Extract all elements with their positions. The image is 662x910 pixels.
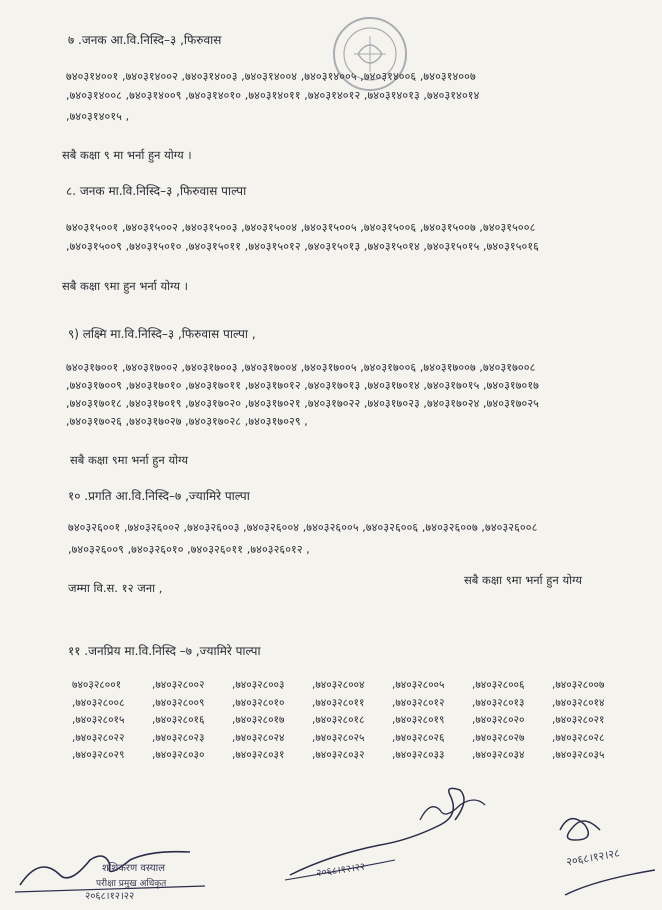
section-11-heading: ११ .जनप्रिय मा.वि.निस्दि –७ ,ज्यामिरे पाल्पा xyxy=(68,644,261,658)
roll-number-cell: ,७४०३२८०१४ xyxy=(552,696,605,709)
roll-number-cell: ,७४०३२८०१० xyxy=(232,696,285,709)
roll-number-cell: ,७४०३२८०२७ xyxy=(472,731,525,744)
signatory-name: शशिकरण वस्याल xyxy=(102,863,165,874)
section-8-line-1: ७४०३१५००१ ,७४०३१५००२ ,७४०३१५००३ ,७४०३१५००४ ,७४०३१५००५ ,७४०३१५००६ ,७४०३१५००७ ,७४०३१५००८ xyxy=(66,221,536,234)
roll-number-cell: ,७४०३२८०१७ xyxy=(232,714,285,727)
signatory-title: परीक्षा प्रमुख अधिकृत xyxy=(96,879,167,889)
table-row xyxy=(72,713,632,731)
section-10-total: जम्मा वि.स. १२ जना , xyxy=(68,581,163,595)
signature-date-middle: २०६८।१२।२२ xyxy=(315,861,366,880)
signature-date-right: २०६८।१२।२८ xyxy=(565,846,621,869)
section-9-note: सबै कक्षा ९मा भर्ना हुन योग्य xyxy=(70,453,188,467)
roll-number-cell: ,७४०३२८०२० xyxy=(472,714,525,727)
section-7-heading: ७ .जनक आ.वि.निस्दि–३ ,फिरुवास xyxy=(68,33,222,47)
section-7-line-1: ७४०३१४००१ ,७४०३१४००२ ,७४०३१४००३ ,७४०३१४००४ ,७४०३१४००५ ,७४०३१४००६ ,७४०३१४००७ xyxy=(66,70,476,83)
section-9-line-4: ,७४०३१७०२६ ,७४०३१७०२७ ,७४०३१७०२८ ,७४०३१७०२९ , xyxy=(66,415,308,428)
section-8-line-2: ,७४०३१५००९ ,७४०३१५०१० ,७४०३१५०११ ,७४०३१५०१२ ,७४०३१५०१३ ,७४०३१५०१४ ,७४०३१५०१५ ,७४०३१५०१६ xyxy=(66,240,539,253)
roll-number-cell: ,७४०३२८००६ xyxy=(472,679,525,691)
roll-number-cell: ,७४०३२८०३४ xyxy=(472,749,525,762)
roll-number-cell: ,७४०३२८०१३ xyxy=(472,696,525,709)
roll-number-cell: ,७४०३२८०१२ xyxy=(392,696,445,709)
signature-middle xyxy=(280,780,510,894)
roll-number-cell: ,७४०३२८०२८ xyxy=(552,731,605,744)
section-10-line-2: ,७४०३२६००९ ,७४०३२६०१० ,७४०३२६०११ ,७४०३२६०१२ , xyxy=(68,543,310,556)
roll-number-cell: ,७४०३२८०२१ xyxy=(552,714,605,727)
roll-number-cell: ,७४०३२८०३२ xyxy=(312,749,365,762)
signature-left xyxy=(10,840,210,904)
table-row xyxy=(72,696,632,714)
roll-number-cell: ,७४०३२८०३३ xyxy=(392,749,445,762)
table-row xyxy=(72,731,632,749)
section-8-heading: ८. जनक मा.वि.निस्दि–३ ,फिरुवास पाल्पा xyxy=(66,184,247,198)
roll-number-cell: ७४०३२८००१ xyxy=(72,679,122,691)
roll-number-cell: ,७४०३२८००३ xyxy=(232,679,285,691)
section-8-note: सबै कक्षा ९मा हुन भर्ना योग्य । xyxy=(62,279,189,293)
section-9-heading: ९) लक्ष्मि मा.वि.निस्दि–३ ,फिरुवास पाल्पा , xyxy=(68,327,256,341)
table-row xyxy=(72,748,632,766)
roll-number-cell: ,७४०३२८०१८ xyxy=(312,714,365,727)
roll-number-cell: ,७४०३२८०१६ xyxy=(152,714,205,727)
section-7-line-3: ,७४०३१४०१५ , xyxy=(66,110,130,123)
roll-number-cell: ,७४०३२८००७ xyxy=(552,679,605,691)
roll-number-cell: ,७४०३२८०२४ xyxy=(232,731,285,744)
roll-number-cell: ,७४०३२८०२९ xyxy=(72,749,125,762)
roll-number-cell: ,७४०३२८०२२ xyxy=(72,731,125,744)
signature-date-left: २०६८।१२।२२ xyxy=(85,891,135,902)
section-10-line-1: ७४०३२६००१ ,७४०३२६००२ ,७४०३२६००३ ,७४०३२६००४ ,७४०३२६००५ ,७४०३२६००६ ,७४०३२६००७ ,७४०३२६००८ xyxy=(68,521,538,534)
section-9-line-3: ,७४०३१७०१८ ,७४०३१७०१९ ,७४०३१७०२० ,७४०३१७०२१ ,७४०३१७०२२ ,७४०३१७०२३ ,७४०३१७०२४ ,७४०३१७०२५ xyxy=(66,397,539,410)
section-11-roll-table xyxy=(72,678,632,766)
roll-number-cell: ,७४०३२८०२६ xyxy=(392,731,445,744)
roll-number-cell: ,७४०३२८००९ xyxy=(152,696,205,709)
roll-number-cell: ,७४०३२८०१५ xyxy=(72,714,125,727)
section-9-line-2: ,७४०३१७००९ ,७४०३१७०१० ,७४०३१७०११ ,७४०३१७०१२ ,७४०३१७०१३ ,७४०३१७०१४ ,७४०३१७०१५ ,७४०३१७०१७ xyxy=(66,379,539,392)
signature-right xyxy=(540,800,660,904)
roll-number-cell: ,७४०३२८००५ xyxy=(392,679,445,691)
section-10-heading: १० .प्रगति आ.वि.निस्दि–७ ,ज्यामिरे पाल्पा xyxy=(68,489,250,503)
roll-number-cell: ,७४०३२८००२ xyxy=(152,679,205,691)
section-9-line-1: ७४०३१७००१ ,७४०३१७००२ ,७४०३१७००३ ,७४०३१७००४ ,७४०३१७००५ ,७४०३१७००६ ,७४०३१७००७ ,७४०३१७००८ xyxy=(66,361,536,374)
roll-number-cell: ,७४०३२८०३१ xyxy=(232,749,285,762)
roll-number-cell: ,७४०३२८०१९ xyxy=(392,714,445,727)
section-7-note: सबै कक्षा ९ मा भर्ना हुन योग्य । xyxy=(62,148,192,162)
roll-number-cell: ,७४०३२८०११ xyxy=(312,696,365,709)
table-row xyxy=(72,678,632,696)
roll-number-cell: ,७४०३२८०३० xyxy=(152,749,205,762)
section-7-line-2: ,७४०३१४००८ ,७४०३१४००९ ,७४०३१४०१० ,७४०३१४०११ ,७४०३१४०१२ ,७४०३१४०१३ ,७४०३१४०१४ xyxy=(66,89,480,102)
roll-number-cell: ,७४०३२८०२५ xyxy=(312,731,365,744)
roll-number-cell: ,७४०३२८००८ xyxy=(72,696,125,709)
section-10-note: सबै कक्षा ९मा भर्ना हुन योग्य xyxy=(464,573,582,587)
roll-number-cell: ,७४०३२८०२३ xyxy=(152,731,205,744)
roll-number-cell: ,७४०३२८००४ xyxy=(312,679,365,691)
roll-number-cell: ,७४०३२८०३५ xyxy=(552,749,605,762)
